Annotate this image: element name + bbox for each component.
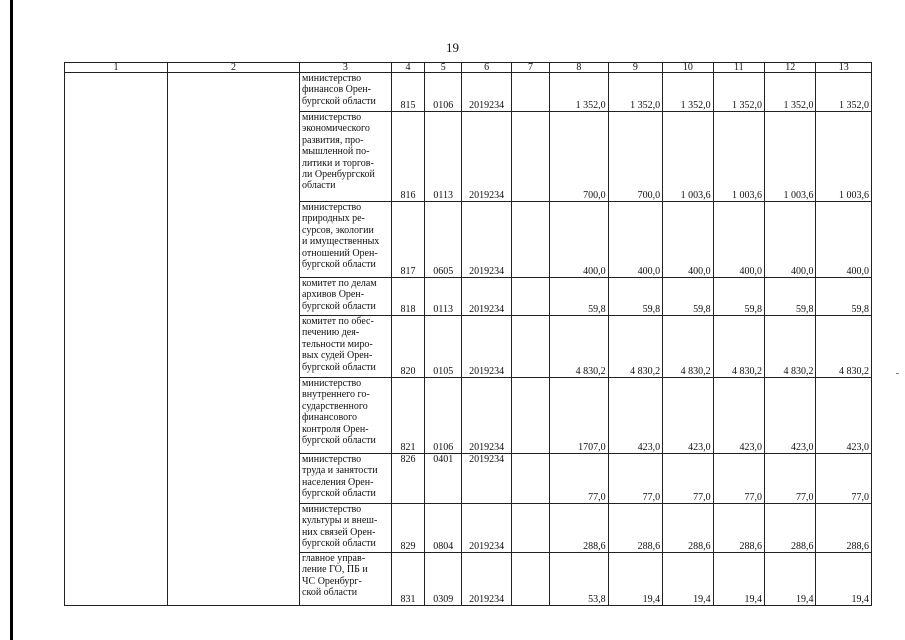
amount-cell-c8: 288,6 bbox=[550, 504, 609, 553]
code-cell-c6: 2019234 bbox=[462, 316, 511, 378]
amount-cell-c13: 423,0 bbox=[816, 378, 872, 454]
amount-cell-c13: 4 830,2 bbox=[816, 316, 872, 378]
code-cell-c4: 826 bbox=[391, 454, 424, 504]
amount-cell-c11: 288,6 bbox=[713, 504, 764, 553]
amount-cell-c13: 288,6 bbox=[816, 504, 872, 553]
amount-cell-c8: 700,0 bbox=[550, 112, 609, 202]
code-cell-c6: 2019234 bbox=[462, 378, 511, 454]
org-name-cell: министерство культуры и внеш- них связей Орен- бургской области bbox=[300, 504, 392, 553]
code-cell-c7 bbox=[511, 112, 549, 202]
col-header: 8 bbox=[550, 63, 609, 73]
code-cell-c7 bbox=[511, 278, 549, 316]
code-cell-c4: 817 bbox=[391, 202, 424, 278]
amount-cell-c8: 53,8 bbox=[550, 553, 609, 606]
code-cell-c5: 0106 bbox=[425, 378, 462, 454]
code-cell-c4: 818 bbox=[391, 278, 424, 316]
code-cell-c4: 821 bbox=[391, 378, 424, 454]
code-cell-c6: 2019234 bbox=[462, 73, 511, 112]
code-cell-c5: 0105 bbox=[425, 316, 462, 378]
code-cell-c5: 0106 bbox=[425, 73, 462, 112]
amount-cell-c9: 400,0 bbox=[608, 202, 662, 278]
amount-cell-c10: 400,0 bbox=[663, 202, 713, 278]
code-cell-c7 bbox=[511, 553, 549, 606]
code-cell-c4: 831 bbox=[391, 553, 424, 606]
org-name-cell: министерство природных ре- сурсов, экологии и имущественных отношений Орен- бургской области bbox=[300, 202, 392, 278]
code-cell-c6: 2019234 bbox=[462, 454, 511, 504]
amount-cell-c10: 4 830,2 bbox=[663, 316, 713, 378]
amount-cell-c12: 400,0 bbox=[765, 202, 816, 278]
col-header: 4 bbox=[391, 63, 424, 73]
code-cell-c4: 820 bbox=[391, 316, 424, 378]
amount-cell-c12: 19,4 bbox=[765, 553, 816, 606]
amount-cell-c8: 4 830,2 bbox=[550, 316, 609, 378]
code-cell-c6: 2019234 bbox=[462, 278, 511, 316]
code-cell-c6: 2019234 bbox=[462, 202, 511, 278]
col-header: 5 bbox=[425, 63, 462, 73]
amount-cell-c11: 1 003,6 bbox=[713, 112, 764, 202]
scan-mark bbox=[896, 373, 899, 374]
col-1-cell bbox=[65, 73, 168, 606]
col-header: 6 bbox=[462, 63, 511, 73]
code-cell-c5: 0605 bbox=[425, 202, 462, 278]
amount-cell-c11: 400,0 bbox=[713, 202, 764, 278]
col-header: 10 bbox=[663, 63, 713, 73]
org-name-cell: комитет по делам архивов Орен- бургской области bbox=[300, 278, 392, 316]
code-cell-c6: 2019234 bbox=[462, 504, 511, 553]
org-name-cell: комитет по обес- печению дея- тельности миро- вых судей Орен- бургской области bbox=[300, 316, 392, 378]
amount-cell-c11: 59,8 bbox=[713, 278, 764, 316]
amount-cell-c13: 1 003,6 bbox=[816, 112, 872, 202]
amount-cell-c9: 700,0 bbox=[608, 112, 662, 202]
col-header: 12 bbox=[765, 63, 816, 73]
amount-cell-c12: 288,6 bbox=[765, 504, 816, 553]
col-header: 7 bbox=[511, 63, 549, 73]
org-name-cell: министерство финансов Орен- бургской области bbox=[300, 73, 392, 112]
code-cell-c4: 816 bbox=[391, 112, 424, 202]
code-cell-c7 bbox=[511, 202, 549, 278]
amount-cell-c10: 1 003,6 bbox=[663, 112, 713, 202]
amount-cell-c12: 1 003,6 bbox=[765, 112, 816, 202]
org-name-cell: министерство внутреннего го- сударственного финансового контроля Орен- бургской области bbox=[300, 378, 392, 454]
code-cell-c7 bbox=[511, 73, 549, 112]
code-cell-c7 bbox=[511, 504, 549, 553]
col-header: 9 bbox=[608, 63, 662, 73]
amount-cell-c9: 19,4 bbox=[608, 553, 662, 606]
code-cell-c5: 0309 bbox=[425, 553, 462, 606]
amount-cell-c10: 1 352,0 bbox=[663, 73, 713, 112]
amount-cell-c11: 4 830,2 bbox=[713, 316, 764, 378]
amount-cell-c8: 59,8 bbox=[550, 278, 609, 316]
amount-cell-c13: 59,8 bbox=[816, 278, 872, 316]
amount-cell-c9: 1 352,0 bbox=[608, 73, 662, 112]
amount-cell-c13: 1 352,0 bbox=[816, 73, 872, 112]
amount-cell-c12: 4 830,2 bbox=[765, 316, 816, 378]
code-cell-c7 bbox=[511, 316, 549, 378]
code-cell-c5: 0804 bbox=[425, 504, 462, 553]
org-name-cell: министерство труда и занятости населения Орен- бургской области bbox=[300, 454, 392, 504]
code-cell-c5: 0113 bbox=[425, 278, 462, 316]
amount-cell-c8: 1 352,0 bbox=[550, 73, 609, 112]
amount-cell-c9: 77,0 bbox=[608, 454, 662, 504]
col-header: 13 bbox=[816, 63, 872, 73]
amount-cell-c11: 77,0 bbox=[713, 454, 764, 504]
org-name-cell: министерство экономического развития, про- мышленной по- литики и торгов- ли Оренбургской области bbox=[300, 112, 392, 202]
amount-cell-c8: 400,0 bbox=[550, 202, 609, 278]
col-2-cell bbox=[167, 73, 299, 606]
col-header: 11 bbox=[713, 63, 764, 73]
amount-cell-c9: 4 830,2 bbox=[608, 316, 662, 378]
amount-cell-c10: 77,0 bbox=[663, 454, 713, 504]
col-header: 1 bbox=[65, 63, 168, 73]
amount-cell-c13: 77,0 bbox=[816, 454, 872, 504]
amount-cell-c12: 59,8 bbox=[765, 278, 816, 316]
amount-cell-c10: 19,4 bbox=[663, 553, 713, 606]
code-cell-c4: 815 bbox=[391, 73, 424, 112]
amount-cell-c12: 423,0 bbox=[765, 378, 816, 454]
amount-cell-c13: 400,0 bbox=[816, 202, 872, 278]
amount-cell-c13: 19,4 bbox=[816, 553, 872, 606]
amount-cell-c11: 19,4 bbox=[713, 553, 764, 606]
org-name-cell: главное управ- ление ГО, ПБ и ЧС Оренбург- ской области bbox=[300, 553, 392, 606]
amount-cell-c10: 59,8 bbox=[663, 278, 713, 316]
amount-cell-c9: 423,0 bbox=[608, 378, 662, 454]
code-cell-c5: 0113 bbox=[425, 112, 462, 202]
amount-cell-c12: 77,0 bbox=[765, 454, 816, 504]
amount-cell-c11: 1 352,0 bbox=[713, 73, 764, 112]
code-cell-c5: 0401 bbox=[425, 454, 462, 504]
col-header: 2 bbox=[167, 63, 299, 73]
code-cell-c4: 829 bbox=[391, 504, 424, 553]
code-cell-c6: 2019234 bbox=[462, 553, 511, 606]
amount-cell-c10: 423,0 bbox=[663, 378, 713, 454]
amount-cell-c11: 423,0 bbox=[713, 378, 764, 454]
col-header: 3 bbox=[300, 63, 392, 73]
page-number: 19 bbox=[446, 40, 459, 55]
column-number-row bbox=[65, 63, 872, 73]
budget-table bbox=[64, 62, 872, 606]
code-cell-c7 bbox=[511, 454, 549, 504]
table-row bbox=[65, 73, 872, 112]
amount-cell-c9: 288,6 bbox=[608, 504, 662, 553]
amount-cell-c10: 288,6 bbox=[663, 504, 713, 553]
code-cell-c6: 2019234 bbox=[462, 112, 511, 202]
amount-cell-c8: 1707,0 bbox=[550, 378, 609, 454]
amount-cell-c12: 1 352,0 bbox=[765, 73, 816, 112]
amount-cell-c9: 59,8 bbox=[608, 278, 662, 316]
code-cell-c7 bbox=[511, 378, 549, 454]
binding-edge bbox=[10, 0, 13, 640]
amount-cell-c8: 77,0 bbox=[550, 454, 609, 504]
